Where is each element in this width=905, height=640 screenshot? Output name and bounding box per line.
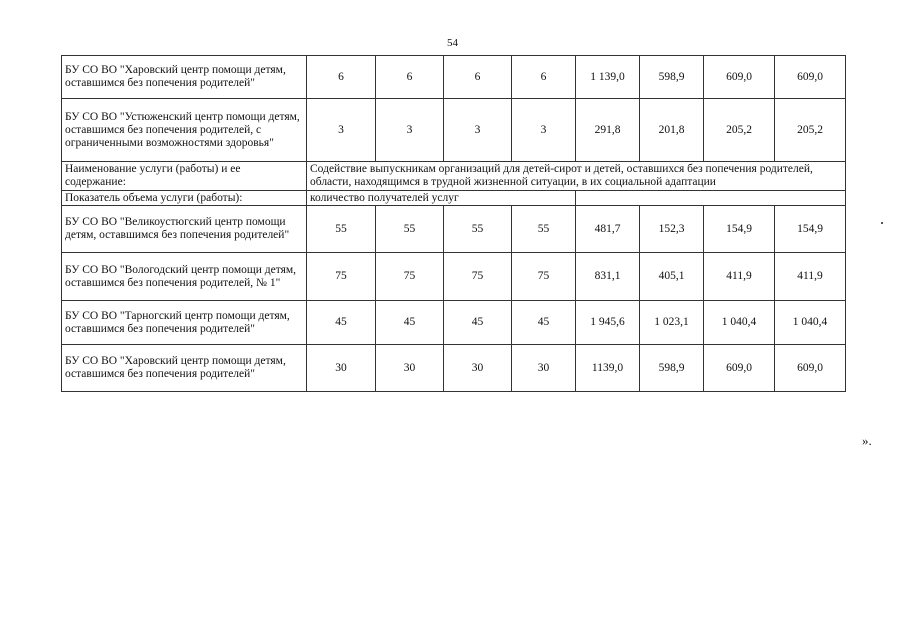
value-cell: 1139,0: [576, 345, 640, 392]
institution-name: БУ СО ВО "Устюженский центр помощи детям, оставшимся без попечения родителей, с ограниченными возможностями здоровья": [62, 99, 307, 162]
service-row: [62, 162, 846, 191]
value-cell: 30: [307, 345, 376, 392]
value-cell: 3: [376, 99, 444, 162]
value-cell: 30: [512, 345, 576, 392]
page-number: 54: [447, 37, 458, 49]
value-cell: 45: [512, 301, 576, 345]
value-cell: 3: [444, 99, 512, 162]
value-cell: 411,9: [775, 253, 846, 301]
value-cell: 481,7: [576, 206, 640, 253]
value-cell: 3: [307, 99, 376, 162]
value-cell: 45: [444, 301, 512, 345]
value-cell: 598,9: [640, 56, 704, 99]
value-cell: 609,0: [704, 345, 775, 392]
value-cell: 1 040,4: [775, 301, 846, 345]
institution-name: БУ СО ВО "Тарногский центр помощи детям, оставшимся без попечения родителей": [62, 301, 307, 345]
value-cell: 75: [444, 253, 512, 301]
value-cell: 609,0: [775, 345, 846, 392]
institution-name: БУ СО ВО "Харовский центр помощи детям, оставшимся без попечения родителей": [62, 56, 307, 99]
value-cell: 609,0: [704, 56, 775, 99]
service-description: Содействие выпускникам организаций для детей-сирот и детей, оставшихся без попечения родителей, области, находящимся в трудной жизненной ситуации, в их социальной адаптации: [307, 162, 846, 191]
value-cell: 6: [376, 56, 444, 99]
value-cell: 205,2: [704, 99, 775, 162]
value-cell: 201,8: [640, 99, 704, 162]
value-cell: 75: [512, 253, 576, 301]
table-row: [62, 206, 846, 253]
institution-name: БУ СО ВО "Вологодский центр помощи детям, оставшимся без попечения родителей, № 1": [62, 253, 307, 301]
value-cell: 411,9: [704, 253, 775, 301]
value-cell: 55: [444, 206, 512, 253]
value-cell: 6: [444, 56, 512, 99]
value-cell: 598,9: [640, 345, 704, 392]
closing-quote-mark: ».: [862, 433, 872, 448]
table-row: [62, 99, 846, 162]
indicator-row: [62, 191, 846, 206]
value-cell: 30: [376, 345, 444, 392]
indicator-value: количество получателей услуг: [307, 191, 576, 206]
value-cell: 55: [307, 206, 376, 253]
budget-table: [61, 55, 846, 392]
value-cell: 6: [512, 56, 576, 99]
value-cell: 154,9: [775, 206, 846, 253]
table-row: [62, 56, 846, 99]
value-cell: 55: [512, 206, 576, 253]
value-cell: 405,1: [640, 253, 704, 301]
value-cell: 831,1: [576, 253, 640, 301]
value-cell: 1 139,0: [576, 56, 640, 99]
table-row: [62, 345, 846, 392]
table-row: [62, 301, 846, 345]
value-cell: 291,8: [576, 99, 640, 162]
value-cell: 1 945,6: [576, 301, 640, 345]
service-label: Наименование услуги (работы) и ее содержание:: [62, 162, 307, 191]
value-cell: 152,3: [640, 206, 704, 253]
value-cell: 75: [307, 253, 376, 301]
value-cell: 154,9: [704, 206, 775, 253]
table-row: [62, 253, 846, 301]
value-cell: 55: [376, 206, 444, 253]
value-cell: 30: [444, 345, 512, 392]
institution-name: БУ СО ВО "Великоустюгский центр помощи детям, оставшимся без попечения родителей": [62, 206, 307, 253]
value-cell: 75: [376, 253, 444, 301]
indicator-empty-cell: [576, 191, 846, 206]
scan-speck: [881, 222, 883, 224]
institution-name: БУ СО ВО "Харовский центр помощи детям, оставшимся без попечения родителей": [62, 345, 307, 392]
value-cell: 6: [307, 56, 376, 99]
value-cell: 609,0: [775, 56, 846, 99]
value-cell: 1 040,4: [704, 301, 775, 345]
value-cell: 45: [376, 301, 444, 345]
value-cell: 205,2: [775, 99, 846, 162]
indicator-label: Показатель объема услуги (работы):: [62, 191, 307, 206]
value-cell: 45: [307, 301, 376, 345]
value-cell: 1 023,1: [640, 301, 704, 345]
value-cell: 3: [512, 99, 576, 162]
